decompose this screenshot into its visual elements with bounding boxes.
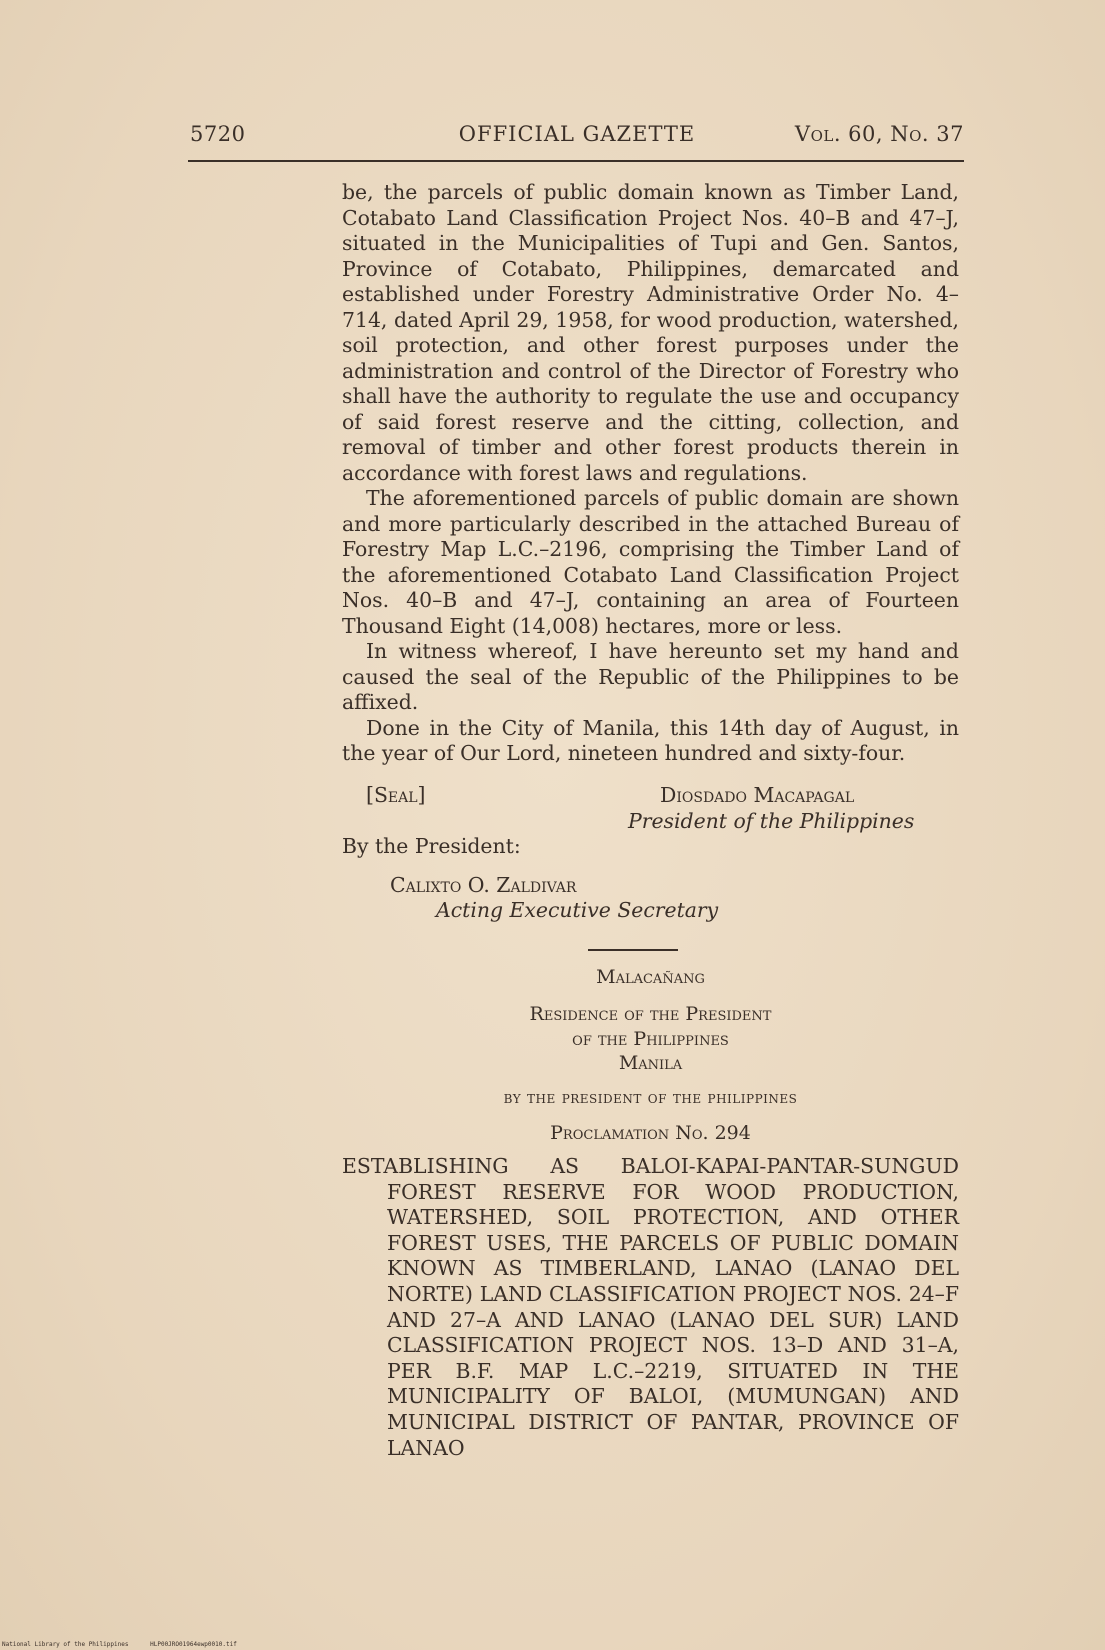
secretary-title: Acting Executive Secretary (436, 898, 719, 922)
president-title: President of the Philippines (628, 809, 915, 833)
page-header (190, 122, 964, 152)
header-rule (188, 160, 964, 162)
paragraph-1: be, the parcels of public domain known as Timber Land, Cotabato Land Classification Project Nos. 40–B and 47–J, situated in the Municipalities of Tupi and Gen. Santos, Province of Cotabato, Philippines, demarcated and established under Forestry Administrative Order No. 4–714, dated April 29, 1958, for wood production, watershed, soil protection, and other forest purposes under the administration and control of the Director of Forestry who shall have the authority to regulate the use and occupancy of said forest reserve and the citting, collection, and removal of timber and other forest products therein in accordance with forest laws and regulations. (342, 180, 959, 485)
proclamation-number: Proclamation No. 294 (550, 1122, 751, 1144)
president-name: Diosdado Macapagal (660, 783, 855, 807)
file-id: HLP00JRO01964ewp0010.tif (150, 1641, 237, 1648)
paragraph-3: In witness whereof, I have hereunto set my hand and caused the seal of the Republic of the Philippines to be affixed. (342, 639, 959, 714)
proclamation-title: ESTABLISHING AS BALOI-KAPAI-PANTAR-SUNGUD FOREST RESERVE FOR WOOD PRODUCTION, WATERSHED, SOIL PROTECTION, AND OTHER FOREST USES, THE PARCELS OF PUBLIC DOMAIN KNOWN AS TIMBERLAND, LANAO (LANAO DEL NORTE) LAND CLASSIFICATION PROJECT NOS. 24–F AND 27–A AND LANAO (LANAO DEL SUR) LAND CLASSIFICATION PROJECT NOS. 13–D AND 31–A, PER B.F. MAP L.C.–2219, SITUATED IN THE MUNICIPALITY OF BALOI, (MUMUNGAN) AND MUNICIPAL DISTRICT OF PANTAR, PROVINCE OF LANAO (342, 1154, 959, 1460)
archive-label: National Library of the Philippines (2, 1641, 129, 1648)
city-heading: Manila (618, 1052, 683, 1074)
volume-number: Vol. 60, No. 37 (794, 122, 964, 146)
by-the-president: By the President: (342, 834, 521, 858)
archive-footer (2, 1641, 237, 1648)
paragraph-4: Done in the City of Manila, this 14th day of August, in the year of Our Lord, nineteen hundred and sixty-four. (342, 715, 959, 765)
section-divider (588, 949, 678, 951)
residence-line-2: of the Philippines (572, 1028, 729, 1050)
body-text (342, 180, 959, 767)
publication-title: OFFICIAL GAZETTE (458, 122, 696, 146)
residence-line-1: Residence of the President (529, 1003, 772, 1025)
seal-label: [Seal] (366, 783, 426, 807)
paragraph-2: The aforementioned parcels of public domain are shown and more particularly described in the attached Bureau of Forestry Map L.C.–2196, comprising the Timber Land of the aforementioned Cotabato Land Classification Project Nos. 40–B and 47–J, containing an area of Fourteen Thousand Eight (14,008) hectares, more or less. (342, 486, 959, 638)
page-number: 5720 (190, 122, 246, 146)
place-heading: Malacañang (596, 966, 705, 988)
by-line: by the president of the philippines (503, 1088, 798, 1108)
secretary-name: Calixto O. Zaldivar (390, 873, 577, 897)
